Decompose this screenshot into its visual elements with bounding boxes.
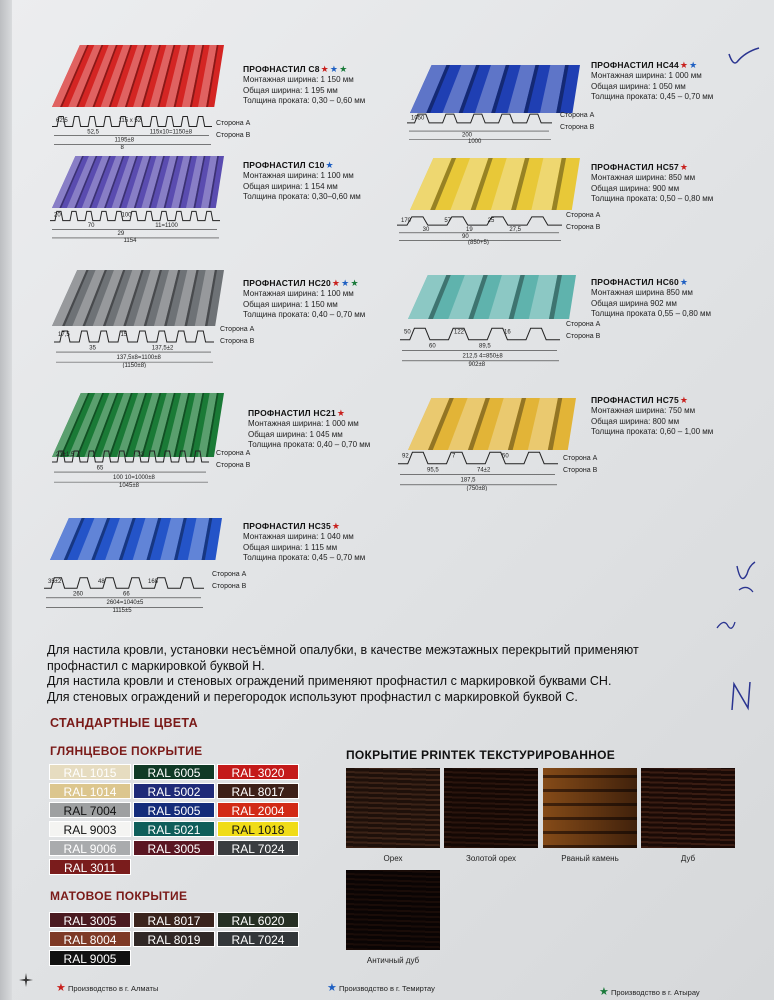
star-icon: ★ bbox=[336, 408, 346, 418]
standard-colors-title: СТАНДАРТНЫЕ ЦВЕТА bbox=[50, 716, 198, 730]
color-swatch: RAL 8017 bbox=[133, 912, 215, 928]
product-spec-line: Общая ширина: 1 045 мм bbox=[248, 429, 343, 439]
profile-cross-section bbox=[48, 207, 223, 243]
profile-outline bbox=[52, 451, 209, 462]
texture-sample bbox=[444, 768, 538, 863]
profile-sheet-image bbox=[52, 156, 224, 208]
product-spec-line: Толщина проката: 0,45 – 0,70 мм bbox=[243, 553, 366, 562]
dimension-label: 50 bbox=[502, 453, 509, 460]
dimension-label: 260 bbox=[73, 591, 84, 598]
color-swatch: RAL 6020 bbox=[217, 912, 299, 928]
dimension-label: 66 bbox=[123, 591, 130, 598]
product-info bbox=[591, 60, 713, 103]
product-info bbox=[248, 408, 370, 451]
product-title-text: ПРОФНАСТИЛ НС20 bbox=[243, 278, 331, 288]
dimension-label: 90 bbox=[462, 233, 469, 240]
dimension-label: 95,5 bbox=[427, 467, 439, 474]
dimension-label: 35 bbox=[89, 345, 96, 352]
glossy-swatches bbox=[49, 764, 309, 876]
side-label-a: Сторона А bbox=[566, 212, 601, 219]
profile-cross-section bbox=[395, 213, 565, 245]
color-swatch: RAL 8004 bbox=[49, 931, 131, 947]
product-title-text: ПРОФНАСТИЛ НС44 bbox=[591, 60, 679, 70]
side-label-a: Сторона А bbox=[566, 321, 601, 328]
matte-swatches bbox=[49, 912, 309, 968]
product-spec-line: Толщина проката: 0,30–0,60 мм bbox=[243, 192, 361, 201]
side-label-a: Сторона А bbox=[216, 450, 251, 457]
profile-outline bbox=[407, 114, 552, 123]
side-label-a: Сторона А bbox=[212, 571, 247, 578]
color-swatch: RAL 9003 bbox=[49, 821, 131, 837]
profile-cross-section bbox=[405, 110, 555, 144]
side-label-b: Сторона В bbox=[566, 224, 601, 231]
profile-outline bbox=[50, 211, 220, 220]
star-icon: ★ bbox=[320, 64, 329, 74]
texture-label: Золотой орех bbox=[465, 854, 517, 863]
star-icon: ★ bbox=[679, 277, 689, 287]
product-spec-line: Толщина проката: 0,30 – 0,60 мм bbox=[243, 96, 366, 105]
texture-swatch bbox=[641, 768, 735, 848]
product-title-text: ПРОФНАСТИЛ С10 bbox=[243, 160, 325, 170]
dimension-label: 57 bbox=[444, 218, 452, 225]
handwritten-check-mark-1 bbox=[725, 44, 765, 72]
product-spec-line: Монтажная ширина: 1 100 мм bbox=[243, 289, 354, 298]
star-icon: ★ bbox=[56, 982, 66, 994]
footer-atyrau-text: Производство в г. Атырау bbox=[610, 988, 700, 997]
footer-temirtau bbox=[326, 981, 435, 994]
profile-sheet-image bbox=[52, 45, 224, 107]
usage-description bbox=[47, 643, 747, 705]
dimension-label: 16 bbox=[504, 329, 511, 336]
side-label-b: Сторона В bbox=[563, 467, 598, 474]
profile-cross-section bbox=[50, 112, 215, 150]
profile-cross-section bbox=[50, 446, 212, 488]
product-spec-line: Монтажная ширина: 1 100 мм bbox=[243, 171, 354, 180]
dimension-label: 187,5 bbox=[460, 477, 476, 484]
color-swatch: RAL 5021 bbox=[133, 821, 215, 837]
color-swatch: RAL 5005 bbox=[133, 802, 215, 818]
decor-asterisk bbox=[18, 972, 34, 993]
dimension-label: 17,5 bbox=[58, 332, 70, 339]
product-spec-line: Толщина проката: 0,40 – 0,70 мм bbox=[243, 310, 366, 319]
footer-almaty-text: Производство в г. Алматы bbox=[67, 984, 159, 993]
dimension-label: 902±8 bbox=[468, 362, 486, 367]
dimension-label: 29 bbox=[117, 231, 125, 238]
cross-section-drawing bbox=[50, 112, 215, 150]
product-title bbox=[591, 60, 713, 71]
texture-sample bbox=[346, 768, 440, 863]
handwritten-letter-n bbox=[728, 680, 756, 714]
dimension-label: 1195±8 bbox=[114, 137, 135, 144]
color-swatch: RAL 9005 bbox=[49, 950, 131, 966]
texture-swatch bbox=[346, 768, 440, 848]
profile-outline bbox=[397, 217, 562, 225]
product-spec-line: Монтажная ширина: 1 040 мм bbox=[243, 532, 354, 541]
profile-outline bbox=[400, 328, 560, 339]
dimension-label: 11=1100 bbox=[155, 223, 178, 230]
glossy-title: ГЛЯНЦЕВОЕ ПОКРЫТИЕ bbox=[50, 744, 203, 758]
side-label-b: Сторона В bbox=[212, 583, 247, 590]
footer-almaty bbox=[55, 981, 158, 994]
dimension-label: 170 bbox=[401, 218, 412, 225]
product-title-text: ПРОФНАСТИЛ НС60 bbox=[591, 277, 679, 287]
dimension-label: 200 bbox=[462, 132, 473, 139]
product-spec-line: Общая ширина: 1 150 мм bbox=[243, 299, 338, 309]
product-spec-line: Общая ширина: 1 154 мм bbox=[243, 181, 338, 191]
product-info bbox=[243, 160, 361, 203]
dimension-label: (850+5) bbox=[468, 240, 489, 245]
side-label-a: Сторона А bbox=[563, 455, 598, 462]
texture-label: Рваный камень bbox=[561, 854, 619, 863]
profile-cross-section bbox=[398, 323, 563, 367]
usage-line-2: профнастил с маркировкой буквой Н. bbox=[47, 658, 265, 673]
color-swatch: RAL 1018 bbox=[217, 821, 299, 837]
cross-section-drawing bbox=[50, 446, 212, 488]
sheet-illustration bbox=[408, 398, 576, 450]
side-label-b: Сторона В bbox=[216, 462, 251, 469]
side-label-b: Сторона В bbox=[560, 124, 595, 131]
profile-outline bbox=[54, 331, 214, 342]
product-info bbox=[243, 521, 365, 564]
product-title bbox=[591, 395, 713, 406]
profile-outline bbox=[44, 578, 204, 588]
texture-label: Античный дуб bbox=[366, 956, 420, 965]
product-spec-line: Монтажная ширина: 1 000 мм bbox=[591, 71, 702, 80]
cross-section-drawing bbox=[405, 110, 555, 144]
product-title bbox=[591, 277, 711, 288]
star-icon: ★ bbox=[329, 64, 339, 74]
profile-outline bbox=[398, 452, 558, 463]
dimension-label: 74±2 bbox=[477, 467, 491, 474]
profile-cross-section bbox=[42, 573, 207, 613]
dimension-label: 25 bbox=[487, 218, 495, 225]
sheet-illustration bbox=[52, 156, 224, 208]
dimension-label: 20 bbox=[54, 212, 61, 219]
color-swatch: RAL 2004 bbox=[217, 802, 299, 818]
color-swatch: RAL 7024 bbox=[217, 840, 299, 856]
matte-title: МАТОВОЕ ПОКРЫТИЕ bbox=[50, 889, 188, 903]
side-label-b: Сторона В bbox=[216, 132, 251, 139]
product-info bbox=[591, 162, 713, 205]
handwritten-mark-3 bbox=[714, 616, 738, 634]
star-icon: ★ bbox=[331, 521, 341, 531]
star-icon: ★ bbox=[325, 160, 334, 170]
color-swatch: RAL 3005 bbox=[133, 840, 215, 856]
product-spec-line: Общая ширина: 1 195 мм bbox=[243, 85, 338, 95]
texture-sample bbox=[346, 870, 440, 965]
profile-sheet-image bbox=[408, 275, 576, 319]
dimension-label: 92 bbox=[402, 453, 409, 460]
product-spec-line: Толщина проката: 0,45 – 0,70 мм bbox=[591, 92, 714, 101]
sheet-illustration bbox=[408, 275, 576, 319]
color-swatch: RAL 9006 bbox=[49, 840, 131, 856]
dimension-label: 27,5 bbox=[509, 226, 522, 233]
star-icon: ★ bbox=[679, 162, 689, 172]
product-title-text: ПРОФНАСТИЛ НС21 bbox=[248, 408, 336, 418]
product-spec-line: Монтажная ширина 850 мм bbox=[591, 288, 693, 297]
sheet-illustration bbox=[52, 45, 224, 107]
star-icon: ★ bbox=[331, 278, 341, 288]
color-swatch: RAL 7024 bbox=[217, 931, 299, 947]
profile-cross-section bbox=[396, 447, 561, 491]
product-title-text: ПРОФНАСТИЛ НС57 bbox=[591, 162, 679, 172]
dimension-label: 35±2 bbox=[48, 579, 62, 585]
dimension-label: 1115±5 bbox=[112, 608, 132, 613]
color-swatch: RAL 3011 bbox=[49, 859, 131, 875]
texture-label: Орех bbox=[383, 854, 403, 863]
usage-line-1: Для настила кровли, установки несъёмной опалубки, в качестве межэтажных перекрытий применяют bbox=[47, 643, 639, 657]
profile-sheet-image bbox=[410, 65, 580, 113]
color-swatch: RAL 1015 bbox=[49, 764, 131, 780]
product-spec-line: Монтажная ширина: 750 мм bbox=[591, 406, 696, 415]
dimension-label: 52,5 bbox=[87, 129, 99, 136]
product-spec-line: Общая ширина: 800 мм bbox=[591, 416, 680, 426]
texture-label: Дуб bbox=[680, 854, 696, 863]
product-title-text: ПРОФНАСТИЛ С8 bbox=[243, 64, 320, 74]
dimension-label: 212,5 4=850±8 bbox=[462, 353, 503, 360]
profile-cross-section bbox=[52, 326, 217, 368]
dimension-label: 30 bbox=[422, 226, 430, 233]
footer-temirtau-text: Производство в г. Темиртау bbox=[338, 984, 435, 993]
profile-sheet-image bbox=[410, 158, 580, 210]
profile-sheet-image bbox=[52, 270, 224, 326]
product-spec-line: Общая ширина: 1 050 мм bbox=[591, 81, 686, 91]
product-spec-line: Толщина проката: 0,50 – 0,80 мм bbox=[591, 194, 714, 203]
color-swatch: RAL 5002 bbox=[133, 783, 215, 799]
usage-line-3: Для настила кровли и стеновых ограждений применяют профнастил с маркировкой буквами СН. bbox=[47, 674, 612, 688]
product-title-text: ПРОФНАСТИЛ НС35 bbox=[243, 521, 331, 531]
product-spec-line: Общая ширина: 1 115 мм bbox=[243, 542, 338, 552]
sheet-illustration bbox=[50, 518, 222, 560]
texture-swatch bbox=[346, 870, 440, 950]
dimension-label: 115x10=1150±8 bbox=[149, 129, 193, 136]
product-spec-line: Общая ширина: 900 мм bbox=[591, 183, 680, 193]
dimension-label: 137,5x8=1100±8 bbox=[116, 354, 161, 361]
color-swatch: RAL 6005 bbox=[133, 764, 215, 780]
product-spec-line: Толщина проката: 0,40 – 0,70 мм bbox=[248, 440, 371, 449]
sheet-illustration bbox=[410, 65, 580, 113]
product-spec-line: Толщина проката: 0,60 – 1,00 мм bbox=[591, 427, 714, 436]
sheet-illustration bbox=[52, 270, 224, 326]
dimension-label: 89,5 bbox=[479, 343, 491, 350]
star-icon: ★ bbox=[679, 395, 689, 405]
texture-swatch bbox=[543, 768, 637, 848]
dimension-label: 15 bbox=[120, 332, 128, 339]
footer-atyrau bbox=[598, 985, 700, 998]
handwritten-check-mark-2 bbox=[733, 560, 759, 600]
star-icon: ★ bbox=[599, 986, 609, 998]
color-swatch: RAL 3020 bbox=[217, 764, 299, 780]
product-spec-line: Монтажная ширина: 850 мм bbox=[591, 173, 696, 182]
profile-sheet-image bbox=[50, 518, 222, 560]
color-swatch: RAL 1014 bbox=[49, 783, 131, 799]
cross-section-drawing bbox=[396, 447, 561, 491]
star-icon: ★ bbox=[350, 278, 359, 288]
dimension-label: 115 x 52 bbox=[118, 117, 142, 124]
dimension-label: 1050 bbox=[411, 115, 425, 122]
side-label-a: Сторона А bbox=[220, 326, 255, 333]
dimension-label: 2604=1040±5 bbox=[106, 600, 144, 607]
star-icon: ★ bbox=[679, 60, 689, 70]
color-swatch: RAL 8017 bbox=[217, 783, 299, 799]
dimension-label: 1154 bbox=[123, 238, 137, 243]
side-label-a: Сторона А bbox=[216, 120, 251, 127]
product-spec-line: Монтажная ширина: 1 150 мм bbox=[243, 75, 354, 84]
product-info bbox=[591, 277, 711, 320]
side-label-b: Сторона В bbox=[220, 338, 255, 345]
dimension-label: 7 bbox=[452, 453, 456, 460]
sheet-illustration bbox=[410, 158, 580, 210]
texture-sample bbox=[543, 768, 637, 863]
color-swatch: RAL 3005 bbox=[49, 912, 131, 928]
cross-section-drawing bbox=[42, 573, 207, 613]
usage-line-4: Для стеновых ограждений и перегородок используют профнастил с маркировкой буквой С. bbox=[47, 689, 578, 704]
dimension-label: 48 bbox=[98, 579, 105, 585]
product-title bbox=[591, 162, 713, 173]
dimension-label: 65 bbox=[96, 465, 104, 472]
side-label-a: Сторона А bbox=[560, 112, 595, 119]
dimension-label: (750±8) bbox=[466, 486, 488, 491]
dimension-label: 19 bbox=[466, 226, 473, 233]
star-icon: ★ bbox=[327, 982, 337, 994]
product-spec-line: Толщина проката 0,55 – 0,80 мм bbox=[591, 309, 712, 318]
product-spec-line: Монтажная ширина: 1 000 мм bbox=[248, 419, 359, 428]
dimension-label: 122 bbox=[454, 329, 465, 336]
printek-title: ПОКРЫТИЕ PRINTEK ТЕКСТУРИРОВАННОЕ bbox=[346, 748, 616, 762]
product-info bbox=[243, 64, 365, 107]
texture-swatch bbox=[444, 768, 538, 848]
product-title bbox=[243, 160, 361, 171]
star-icon: ★ bbox=[339, 64, 348, 74]
dimension-label: 50 bbox=[404, 329, 411, 336]
product-title bbox=[243, 521, 365, 532]
texture-sample bbox=[641, 768, 735, 863]
product-info bbox=[591, 395, 713, 438]
cross-section-drawing bbox=[52, 326, 217, 368]
dimension-label: 100 bbox=[121, 212, 132, 219]
side-label-b: Сторона В bbox=[566, 333, 601, 340]
dimension-label: 1045±8 bbox=[119, 483, 139, 488]
product-title-text: ПРОФНАСТИЛ НС75 bbox=[591, 395, 679, 405]
cross-section-drawing bbox=[398, 323, 563, 367]
dimension-label: 1000 bbox=[468, 139, 482, 144]
dimension-label: 137,5±2 bbox=[151, 345, 174, 352]
dimension-label: 60 bbox=[429, 343, 436, 350]
dimension-label: 70 bbox=[87, 223, 95, 230]
cross-section-drawing bbox=[395, 213, 565, 245]
product-info bbox=[243, 278, 365, 321]
product-title bbox=[243, 278, 365, 289]
dimension-label: 168 bbox=[148, 579, 159, 585]
product-spec-line: Общая ширина 902 мм bbox=[591, 298, 677, 308]
profile-sheet-image bbox=[408, 398, 576, 450]
color-swatch: RAL 7004 bbox=[49, 802, 131, 818]
color-swatch: RAL 8019 bbox=[133, 931, 215, 947]
dimension-label: (1150±8) bbox=[122, 363, 147, 368]
product-title bbox=[243, 64, 365, 75]
dimension-label: 100 10=1000±8 bbox=[113, 474, 155, 481]
star-icon: ★ bbox=[689, 60, 698, 70]
product-title bbox=[248, 408, 370, 419]
dimension-label: 8 bbox=[120, 145, 124, 150]
dimension-label: 33 bbox=[137, 452, 145, 459]
dimension-label: 62,5 bbox=[56, 117, 68, 124]
cross-section-drawing bbox=[48, 207, 223, 243]
star-icon: ★ bbox=[341, 278, 350, 288]
dimension-label: 21±1,5 bbox=[56, 452, 75, 459]
